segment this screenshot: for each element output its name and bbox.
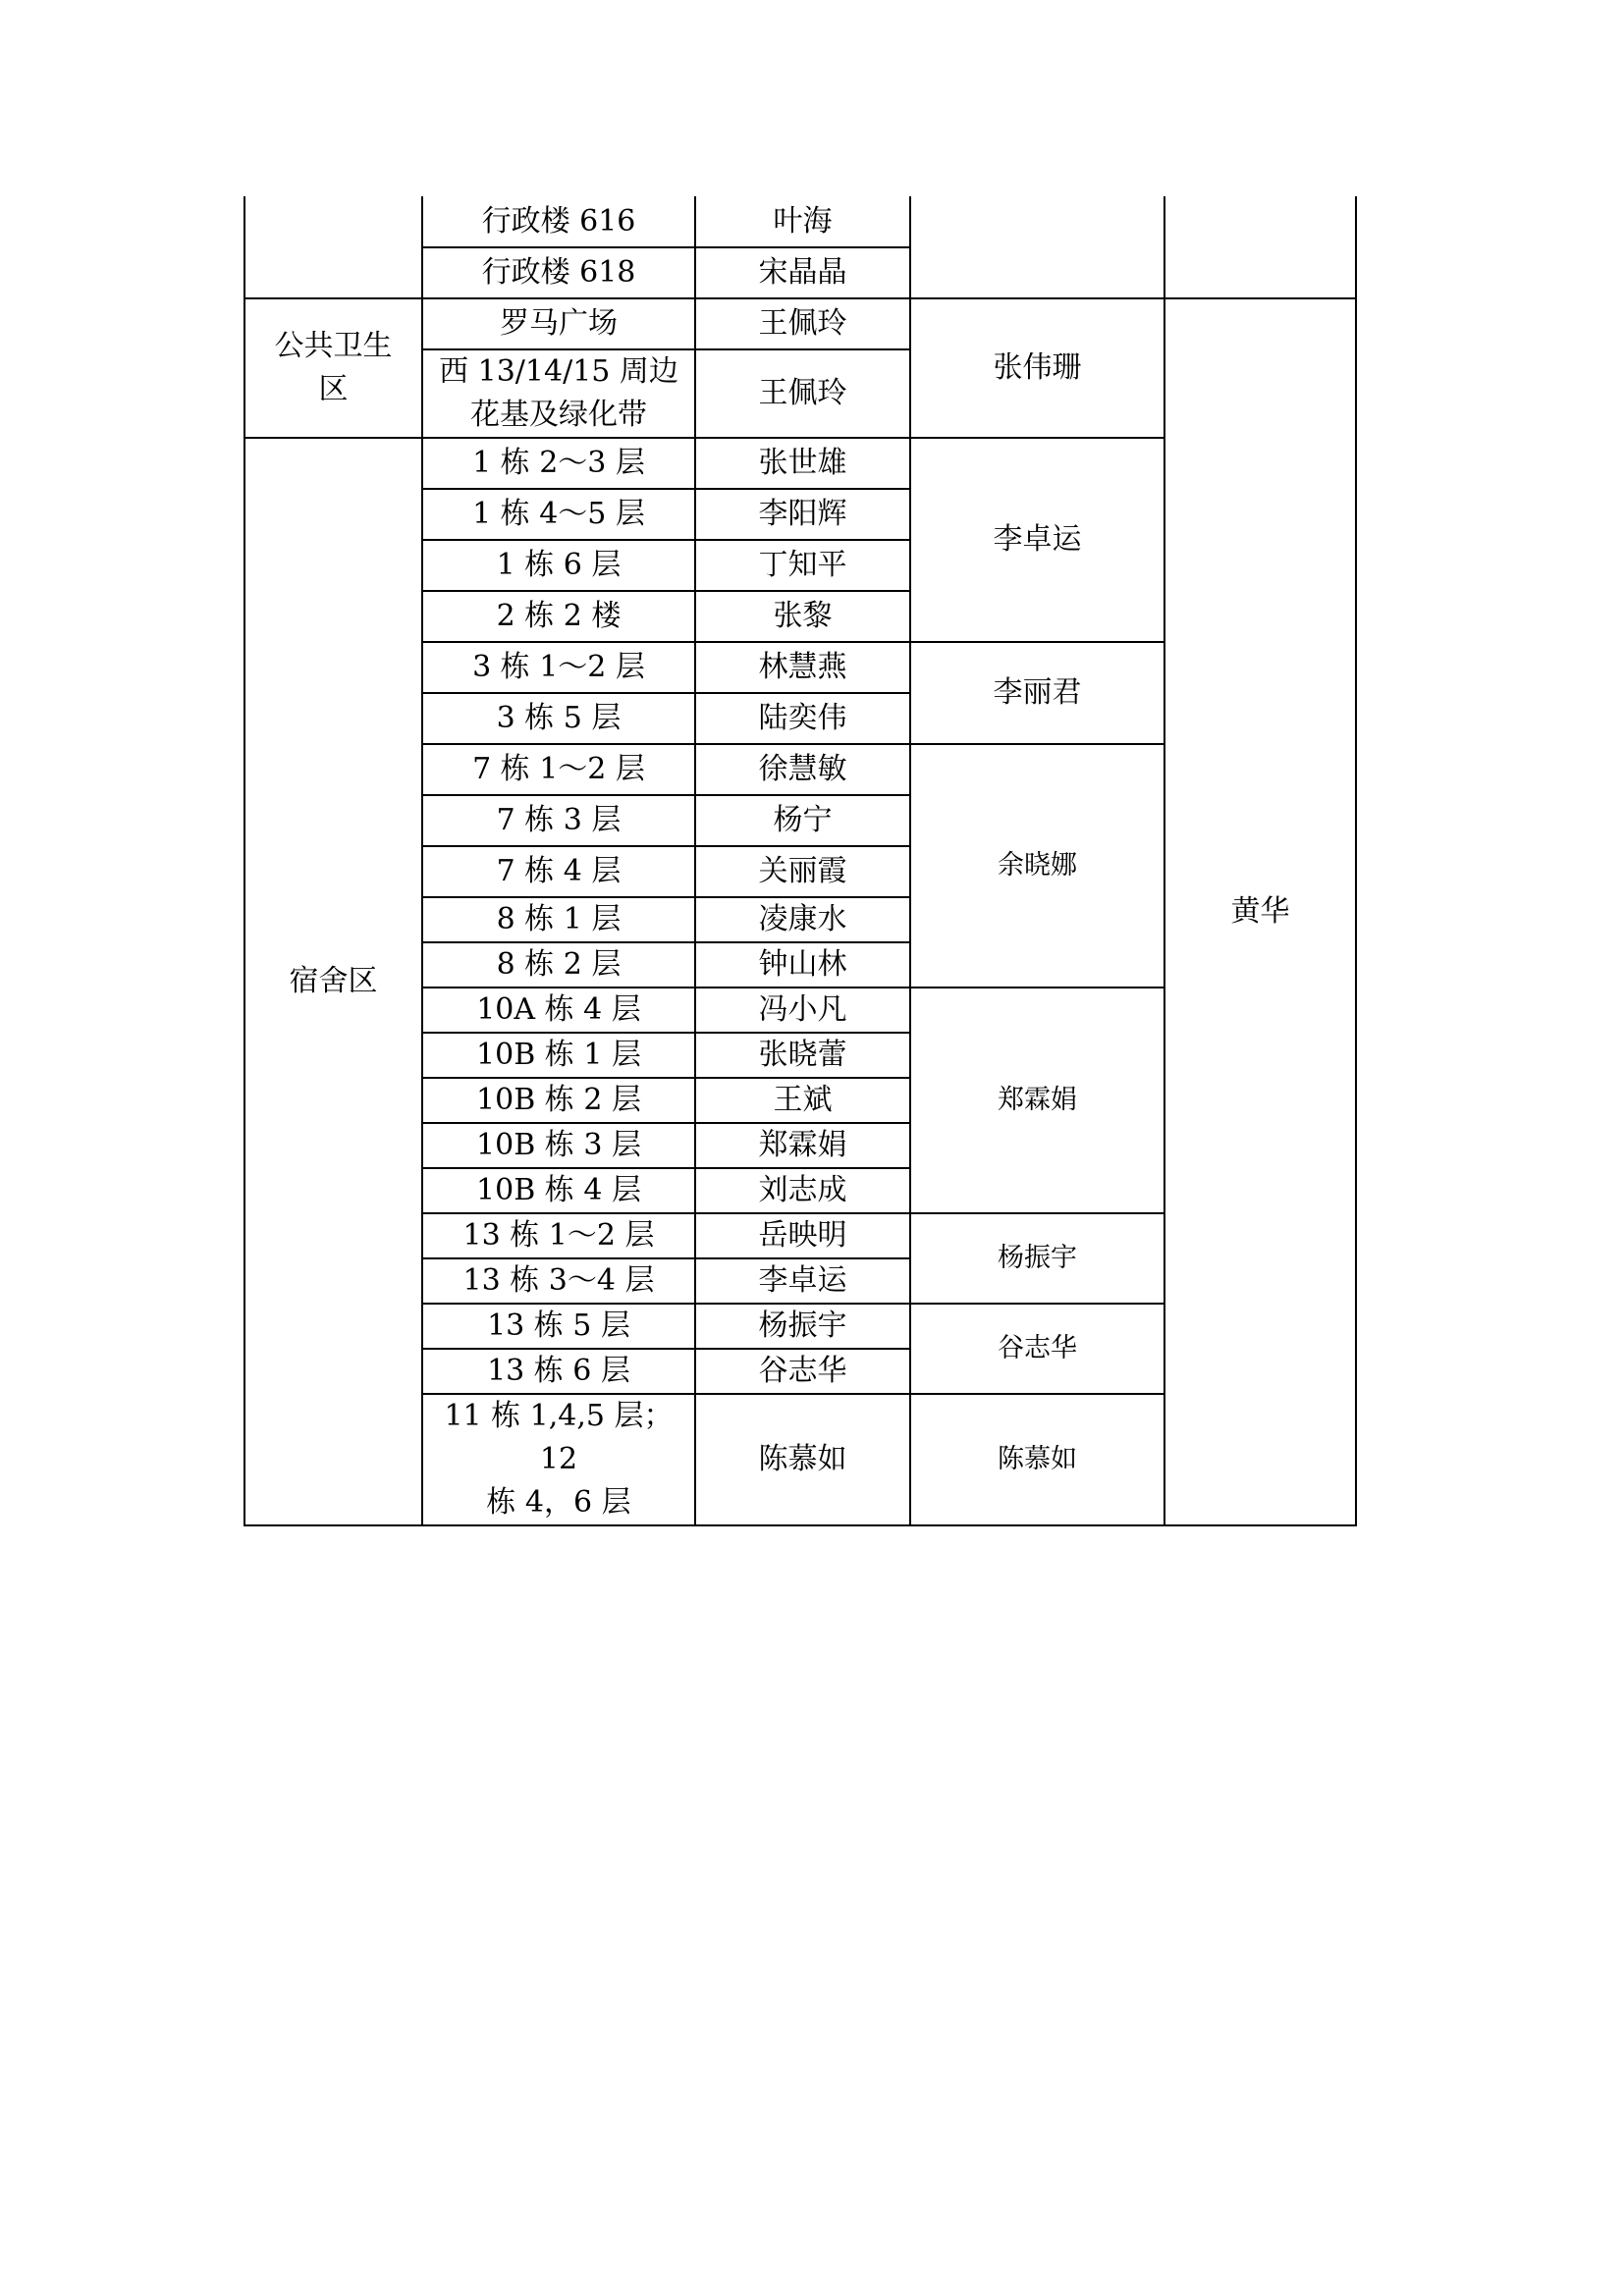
location-cell: 行政楼 616: [422, 196, 695, 247]
location-cell: 3 栋 1～2 层: [422, 642, 695, 693]
manager-cell: 黄华: [1164, 298, 1356, 1525]
location-cell: 8 栋 1 层: [422, 897, 695, 942]
person-cell: 张晓蕾: [695, 1033, 910, 1078]
person-cell: 陆奕伟: [695, 693, 910, 744]
location-cell: 7 栋 1～2 层: [422, 744, 695, 795]
table-row: [244, 196, 1356, 247]
person-cell: 王佩玲: [695, 298, 910, 349]
person-cell: 徐慧敏: [695, 744, 910, 795]
supervisor-cell: 李丽君: [910, 642, 1164, 744]
supervisor-cell-continued: [910, 196, 1164, 298]
person-cell: 凌康水: [695, 897, 910, 942]
person-cell: 岳映明: [695, 1213, 910, 1258]
location-cell: 13 栋 5 层: [422, 1304, 695, 1349]
manager-cell-continued: [1164, 196, 1356, 298]
supervisor-cell: 陈慕如: [910, 1394, 1164, 1525]
location-cell: 13 栋 3～4 层: [422, 1258, 695, 1304]
location-cell: 3 栋 5 层: [422, 693, 695, 744]
person-cell: 刘志成: [695, 1168, 910, 1213]
person-cell: 叶海: [695, 196, 910, 247]
location-cell: 11 栋 1,4,5 层；12 栋 4，6 层: [422, 1394, 695, 1525]
location-cell: 1 栋 6 层: [422, 540, 695, 591]
location-cell: 10B 栋 4 层: [422, 1168, 695, 1213]
duty-assignment-table: [244, 196, 1357, 1526]
location-cell: 10B 栋 2 层: [422, 1078, 695, 1123]
supervisor-cell: 谷志华: [910, 1304, 1164, 1394]
location-cell: 罗马广场: [422, 298, 695, 349]
location-cell: 10A 栋 4 层: [422, 988, 695, 1033]
location-cell: 10B 栋 3 层: [422, 1123, 695, 1168]
location-cell: 1 栋 2～3 层: [422, 438, 695, 489]
location-cell: 行政楼 618: [422, 247, 695, 298]
location-cell: 8 栋 2 层: [422, 942, 695, 988]
person-cell: 李卓运: [695, 1258, 910, 1304]
location-cell: 西 13/14/15 周边 花基及绿化带: [422, 349, 695, 438]
location-cell: 7 栋 3 层: [422, 795, 695, 846]
person-cell: 王佩玲: [695, 349, 910, 438]
person-cell: 冯小凡: [695, 988, 910, 1033]
person-cell: 林慧燕: [695, 642, 910, 693]
person-cell: 钟山林: [695, 942, 910, 988]
location-cell: 1 栋 4～5 层: [422, 489, 695, 540]
supervisor-cell: 李卓运: [910, 438, 1164, 642]
person-cell: 宋晶晶: [695, 247, 910, 298]
area-cell-public: 公共卫生 区: [244, 298, 422, 438]
location-cell: 13 栋 6 层: [422, 1349, 695, 1394]
person-cell: 杨振宇: [695, 1304, 910, 1349]
person-cell: 张世雄: [695, 438, 910, 489]
table-row: [244, 298, 1356, 349]
person-cell: 杨宁: [695, 795, 910, 846]
person-cell: 关丽霞: [695, 846, 910, 897]
person-cell: 陈慕如: [695, 1394, 910, 1525]
location-cell: 2 栋 2 楼: [422, 591, 695, 642]
person-cell: 郑霖娟: [695, 1123, 910, 1168]
location-cell: 10B 栋 1 层: [422, 1033, 695, 1078]
person-cell: 李阳辉: [695, 489, 910, 540]
person-cell: 王斌: [695, 1078, 910, 1123]
area-cell-continued: [244, 196, 422, 298]
area-cell-dorm: 宿舍区: [244, 438, 422, 1525]
supervisor-cell: 郑霖娟: [910, 988, 1164, 1213]
supervisor-cell: 张伟珊: [910, 298, 1164, 438]
person-cell: 张黎: [695, 591, 910, 642]
location-cell: 13 栋 1～2 层: [422, 1213, 695, 1258]
supervisor-cell: 余晓娜: [910, 744, 1164, 988]
supervisor-cell: 杨振宇: [910, 1213, 1164, 1304]
location-cell: 7 栋 4 层: [422, 846, 695, 897]
person-cell: 谷志华: [695, 1349, 910, 1394]
person-cell: 丁知平: [695, 540, 910, 591]
